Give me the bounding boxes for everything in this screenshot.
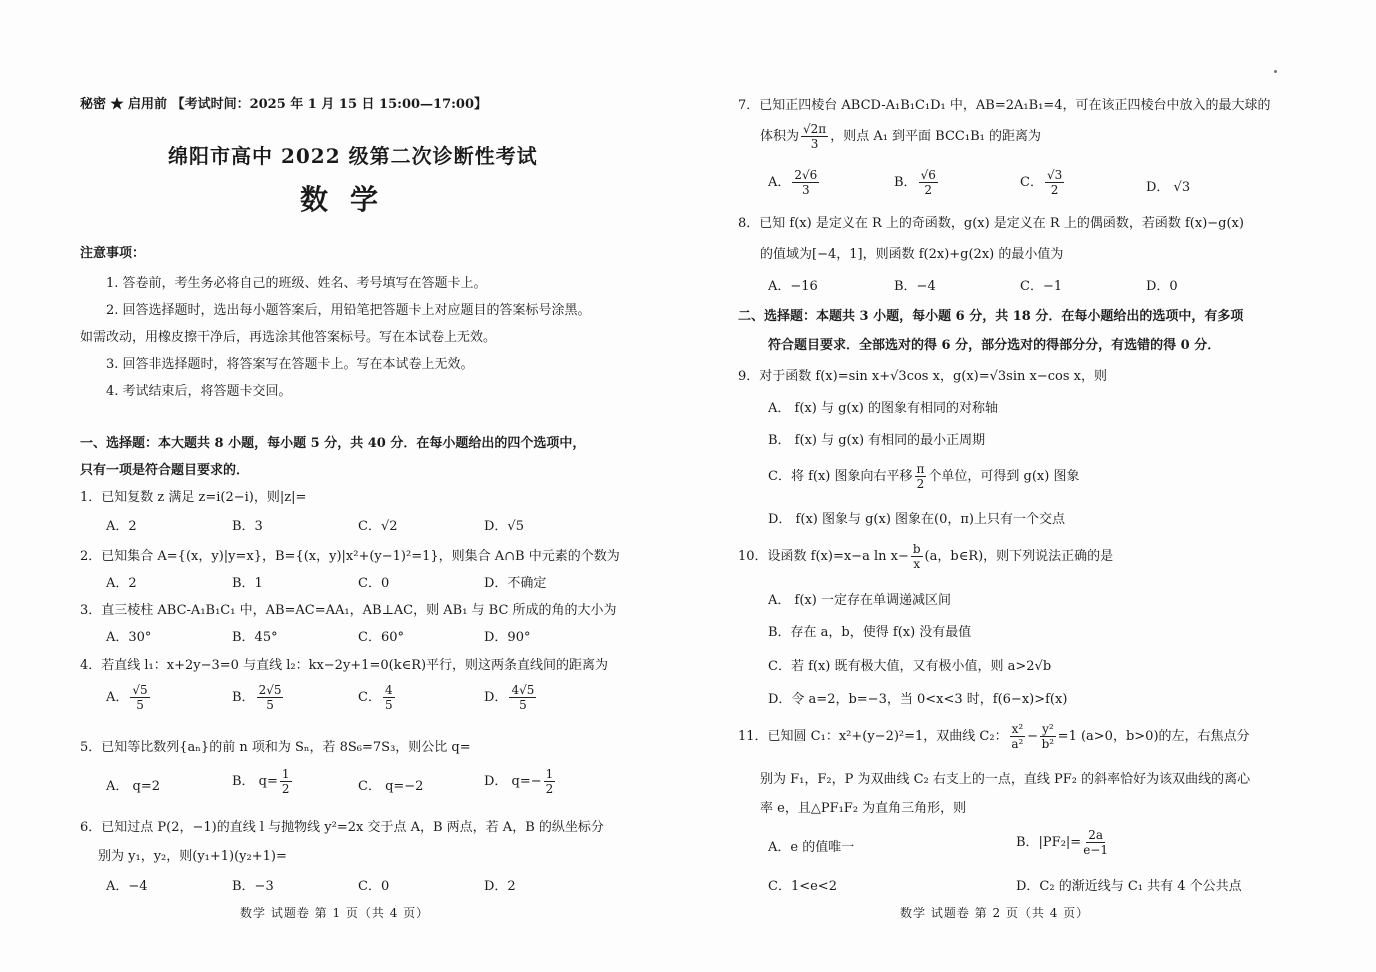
fraction: $\frac{2√5}{5}$	[258, 683, 282, 712]
q5-option-c: C． q=−2	[358, 779, 424, 794]
q8-option-d: D．0	[1146, 279, 1178, 294]
q4-option-c: C． $\frac{4}{5}$	[358, 683, 393, 712]
q2-option-b: B．1	[232, 576, 263, 591]
q9-option-b: B． f(x) 与 g(x) 有相同的最小正周期	[768, 433, 986, 448]
q11-option-c: C．1<e<2	[768, 879, 837, 894]
notes-heading: 注意事项：	[80, 246, 146, 261]
note-1: 1. 答卷前，考生务必将自己的班级、姓名、考号填写在答题卡上。	[106, 276, 487, 291]
q1-option-d: D．√5	[484, 519, 524, 534]
q2-option-a: A．2	[106, 576, 137, 591]
fraction: $\frac{1}{2}$	[545, 767, 554, 796]
q6-option-d: D．2	[484, 879, 516, 894]
q11-stem-cont-2: 率 e，且△PF₁F₂ 为直角三角形，则	[760, 801, 967, 816]
q3-option-d: D．90°	[484, 630, 531, 645]
q9-stem: 9．对于函数 f(x)=sin x+√3cos x，g(x)=√3sin x−cos x，则	[738, 369, 1107, 384]
fraction: $\frac{4}{5}$	[384, 683, 393, 712]
q9-option-a: A． f(x) 与 g(x) 的图象有相同的对称轴	[768, 401, 999, 416]
q7-option-b: B． $\frac{√6}{2}$	[894, 168, 936, 197]
q7-option-a: A． $\frac{2√6}{3}$	[768, 168, 818, 197]
q4-stem: 4．若直线 l₁：x+2y−3=0 与直线 l₂：kx−2y+1=0(k∈R)平行，则这两条直线间的距离为	[80, 658, 609, 673]
page-footer-right: 数学 试题卷 第 2 页（共 4 页）	[900, 906, 1090, 920]
q11-stem-cont: 别为 F₁，F₂，P 为双曲线 C₂ 右支上的一点，直线 PF₂ 的斜率恰好为该双曲线的离心	[760, 772, 1251, 787]
q7-option-c: C． $\frac{√3}{2}$	[1020, 168, 1063, 197]
fraction: $\frac{\pi}{2}$	[916, 462, 925, 491]
q9-option-d: D． f(x) 图象与 g(x) 图象在(0，π)上只有一个交点	[768, 512, 1065, 527]
q11-option-b: B．|PF₂|= $\frac{2a}{e-1}$	[1016, 828, 1108, 857]
section2-heading-cont: 符合题目要求．全部选对的得 6 分，部分选对的得部分分，有选错的得 0 分．	[768, 338, 1221, 353]
note-2: 2. 回答选择题时，选出每小题答案后，用铅笔把答题卡上对应题目的答案标号涂黑。	[106, 303, 591, 318]
q6-stem: 6．已知过点 P(2，−1)的直线 l 与抛物线 y²=2x 交于点 A，B 两点，若 A，B 的纵坐标分	[80, 820, 604, 835]
fraction: $\frac{√2\pi}{3}$	[803, 122, 827, 151]
fraction: $\frac{\text{y²}}{\text{b²}}$	[1041, 722, 1055, 751]
q7-stem: 7．已知正四棱台 ABCD-A₁B₁C₁D₁ 中，AB=2A₁B₁=4，可在该正四棱台中放入的最大球的	[738, 98, 1271, 113]
q11-stem: 11．已知圆 C₁：x²+(y−2)²=1，双曲线 C₂： $\frac{\text{x²}}{\text{a²}}$ − $\frac{\text{y²}}{\text{b²}}$ =1 (a>0，b>0)的左，右焦点分	[738, 722, 1250, 751]
q5-stem: 5．已知等比数列{aₙ}的前 n 项和为 Sₙ，若 8S₆=7S₃，则公比 q=	[80, 740, 471, 755]
q7-stem-cont: 体积为 $\frac{√2\pi}{3}$ ，则点 A₁ 到平面 BCC₁B₁ 的距离为	[760, 122, 1041, 151]
page-right	[688, 0, 1376, 972]
fraction: $\frac{2a}{e-1}$	[1083, 828, 1108, 857]
q4-option-a: A． $\frac{√5}{5}$	[106, 683, 148, 712]
fraction: $\frac{2√6}{3}$	[794, 168, 818, 197]
fraction: $\frac{\text{x²}}{\text{a²}}$	[1011, 722, 1024, 751]
q5-option-a: A． q=2	[106, 779, 161, 794]
fraction: $\frac{√6}{2}$	[920, 168, 936, 197]
q1-option-a: A．2	[106, 519, 137, 534]
q1-stem: 1．已知复数 z 满足 z=i(2−i)，则|z|=	[80, 490, 307, 505]
q8-stem-cont: 的值域为[−4，1]，则函数 f(2x)+g(2x) 的最小值为	[760, 247, 1064, 262]
q4-option-b: B． $\frac{2√5}{5}$	[232, 683, 282, 712]
q5-option-d: D． q=− $\frac{1}{2}$	[484, 767, 554, 796]
q10-stem: 10．设函数 f(x)=x−a ln x− $\frac{b}{x}$ (a，b∈R)，则下列说法正确的是	[738, 542, 1114, 571]
q1-option-b: B．3	[232, 519, 263, 534]
note-2-cont: 如需改动，用橡皮擦干净后，再选涂其他答案标号。写在本试卷上无效。	[80, 330, 497, 345]
fraction: $\frac{1}{2}$	[281, 767, 290, 796]
q10-option-b: B．存在 a，b，使得 f(x) 没有最值	[768, 625, 972, 640]
q2-option-d: D．不确定	[484, 576, 547, 591]
q11-option-a: A．e 的值唯一	[768, 840, 855, 855]
q10-option-c: C．若 f(x) 既有极大值，又有极小值，则 a>2√b	[768, 659, 1052, 674]
q11-option-d: D．C₂ 的渐近线与 C₁ 共有 4 个公共点	[1016, 879, 1242, 894]
q10-option-d: D．令 a=2，b=−3，当 0<x<3 时，f(6−x)>f(x)	[768, 692, 1068, 707]
note-3: 3. 回答非选择题时，将答案写在答题卡上。写在本试卷上无效。	[106, 357, 474, 372]
section1-heading-cont: 只有一项是符合题目要求的．	[80, 463, 250, 478]
q3-stem: 3．直三棱柱 ABC-A₁B₁C₁ 中，AB=AC=AA₁，AB⊥AC，则 AB₁ 与 BC 所成的角的大小为	[80, 603, 617, 618]
q2-option-c: C．0	[358, 576, 390, 591]
confidential-header: 秘密 ★ 启用前 【考试时间：2025 年 1 月 15 日 15:00—17:00】	[80, 97, 488, 112]
q3-option-a: A．30°	[106, 630, 152, 645]
page-footer-left: 数学 试题卷 第 1 页（共 4 页）	[240, 906, 430, 920]
q3-option-b: B．45°	[232, 630, 278, 645]
q1-option-c: C．√2	[358, 519, 398, 534]
q4-option-d: D． $\frac{4√5}{5}$	[484, 683, 535, 712]
exam-title: 绵阳市高中 2022 级第二次诊断性考试	[168, 144, 538, 168]
section2-heading: 二、选择题：本题共 3 小题，每小题 6 分，共 18 分．在每小题给出的选项中，有多项	[738, 309, 1244, 324]
q6-option-c: C．0	[358, 879, 390, 894]
q10-option-a: A． f(x) 一定存在单调递减区间	[768, 593, 951, 608]
q6-option-b: B．−3	[232, 879, 274, 894]
q3-option-c: C．60°	[358, 630, 404, 645]
section1-heading: 一、选择题：本大题共 8 小题，每小题 5 分，共 40 分．在每小题给出的四个选项中，	[80, 436, 586, 451]
q9-option-c: C．将 f(x) 图象向右平移 $\frac{\pi}{2}$ 个单位，可得到 g(x) 图象	[768, 462, 1080, 491]
fraction: $\frac{4√5}{5}$	[511, 683, 535, 712]
q8-option-c: C．−1	[1020, 279, 1063, 294]
q6-option-a: A．−4	[106, 879, 148, 894]
fraction: $\frac{√3}{2}$	[1046, 168, 1063, 197]
fraction: $\frac{b}{x}$	[912, 542, 921, 571]
q8-option-a: A．−16	[768, 279, 818, 294]
q2-stem: 2．已知集合 A={(x，y)|y=x}，B={(x，y)|x²+(y−1)²=1}，则集合 A∩B 中元素的个数为	[80, 549, 620, 564]
q8-option-b: B．−4	[894, 279, 936, 294]
q7-option-d: D． √3	[1146, 180, 1191, 195]
subject-title: 数学	[300, 183, 401, 216]
q5-option-b: B． q= $\frac{1}{2}$	[232, 767, 290, 796]
q8-stem: 8．已知 f(x) 是定义在 R 上的奇函数，g(x) 是定义在 R 上的偶函数，若函数 f(x)−g(x)	[738, 216, 1244, 231]
fraction: $\frac{√5}{5}$	[132, 683, 148, 712]
note-4: 4. 考试结束后，将答题卡交回。	[106, 384, 292, 399]
q6-stem-cont: 别为 y₁，y₂，则(y₁+1)(y₂+1)=	[98, 849, 287, 864]
scan-speck	[1274, 70, 1277, 73]
